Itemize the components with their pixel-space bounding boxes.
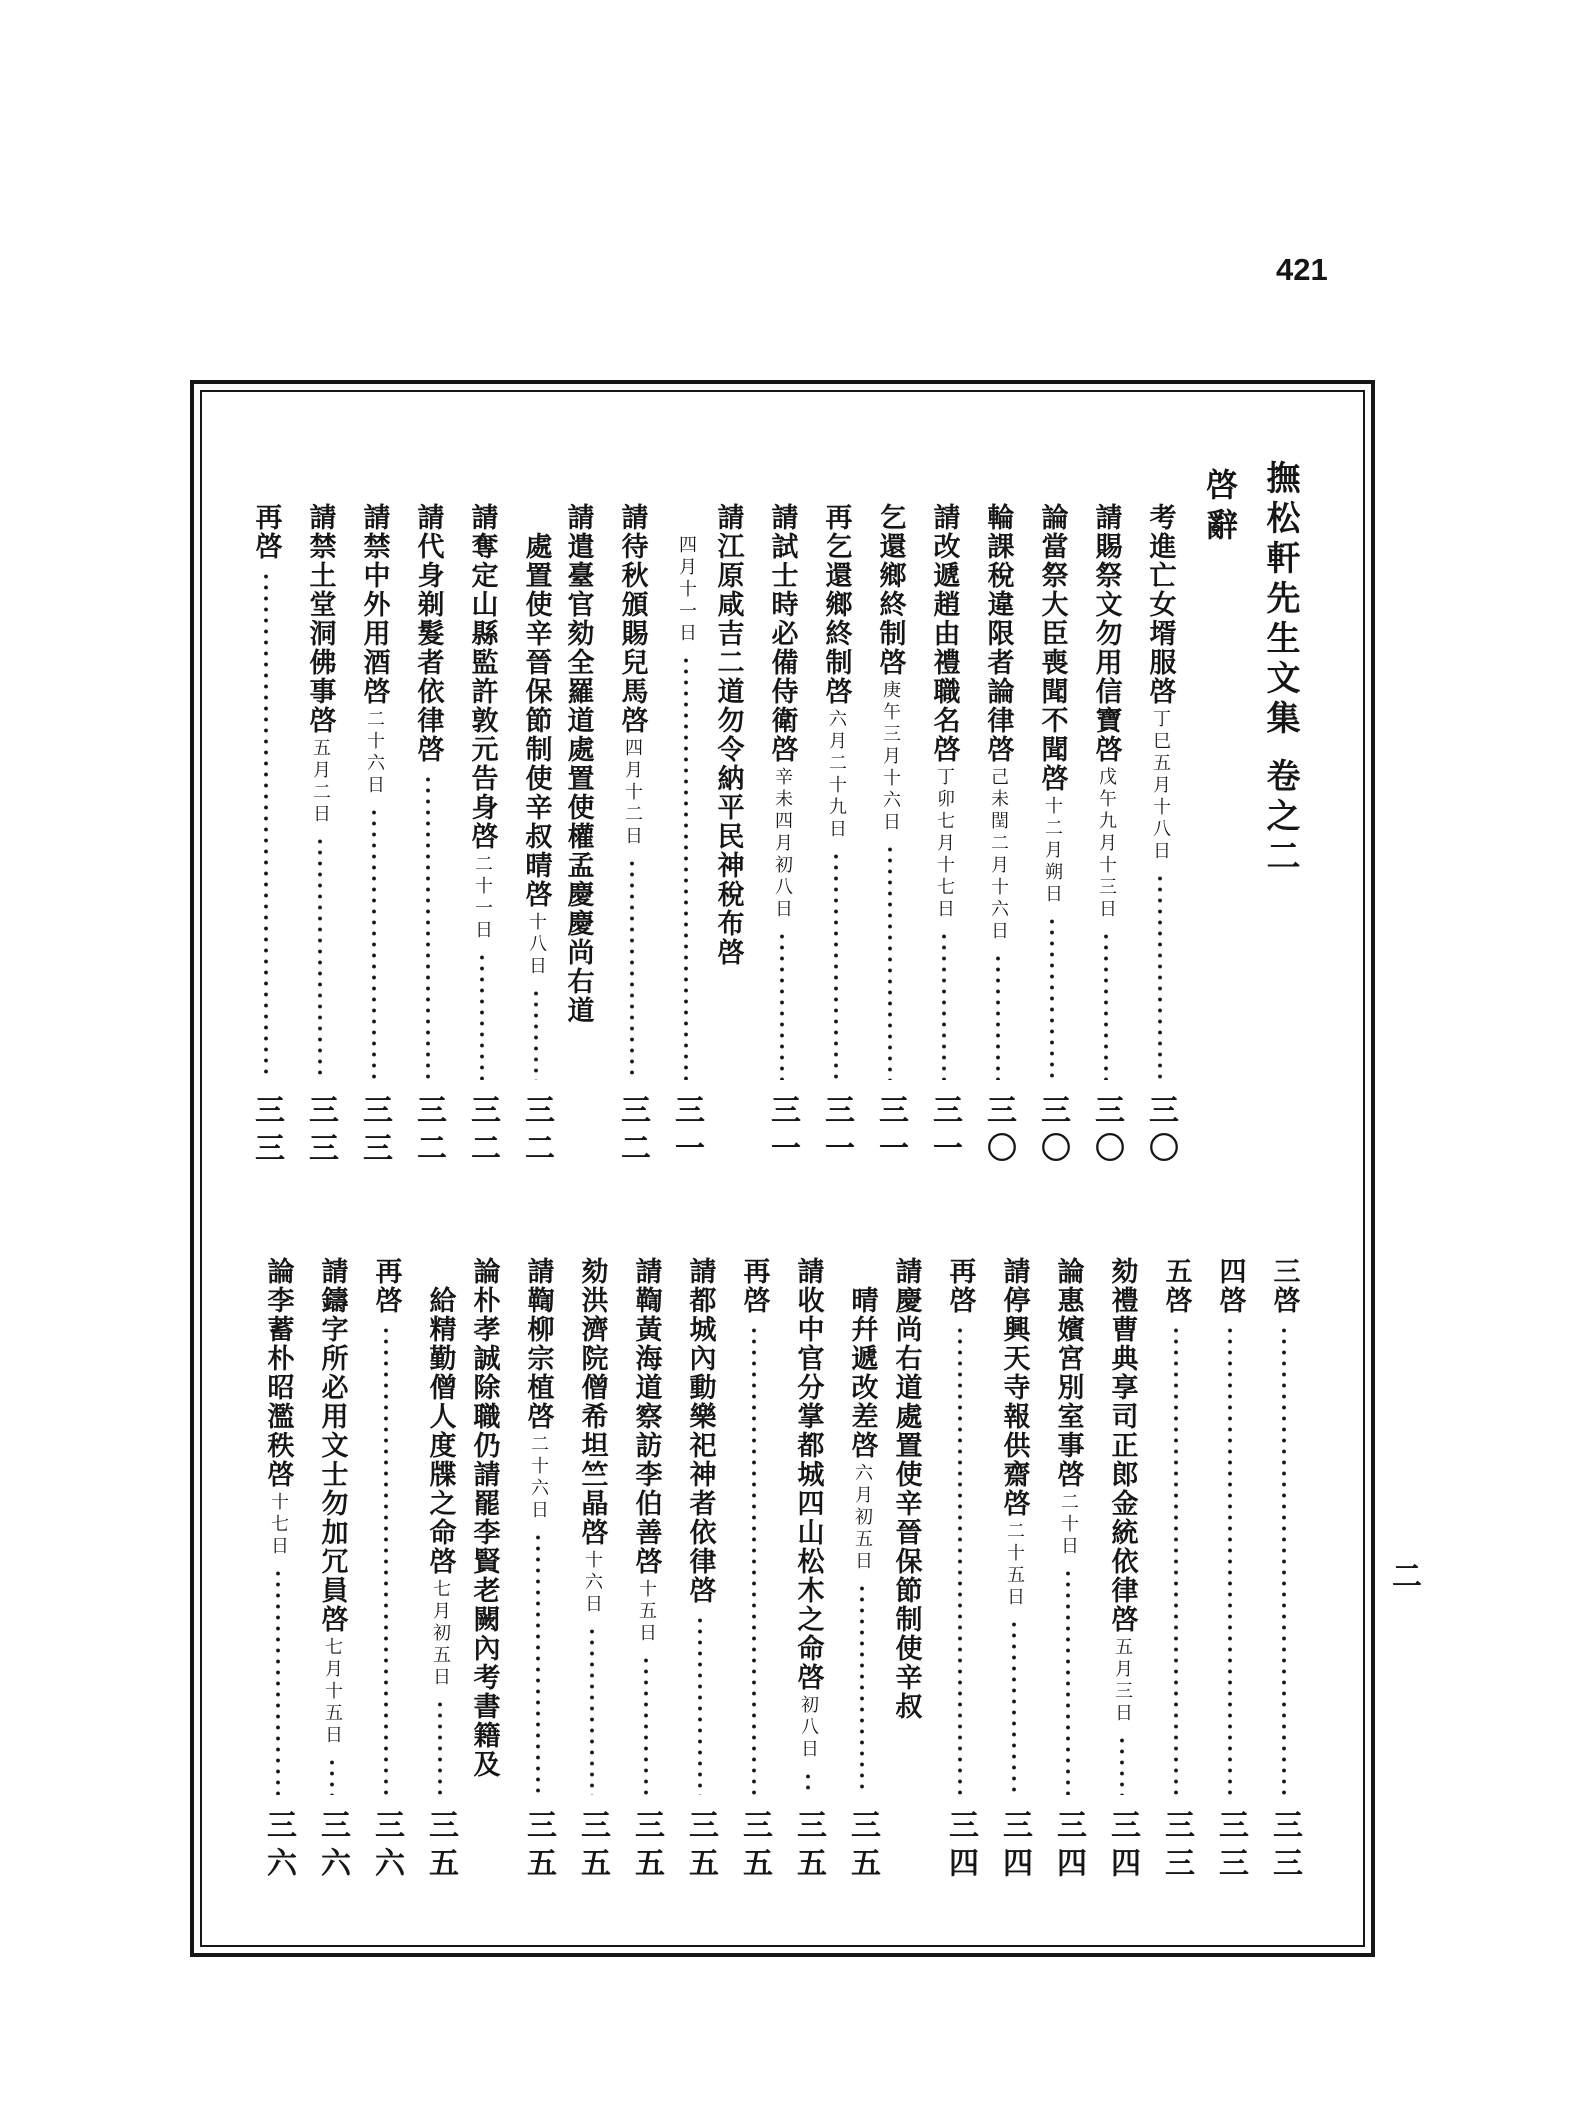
entry-title: 請待秋頒賜兒馬啓 bbox=[616, 503, 648, 735]
entry-date: 六月二十九日 bbox=[826, 709, 847, 841]
book-title: 撫松軒先生文集 卷之二 bbox=[1260, 460, 1300, 878]
entry-title: 請鞫柳宗植啓 bbox=[522, 1257, 554, 1431]
entry-page-number: 三三 bbox=[357, 1094, 392, 1170]
toc-entry bbox=[936, 1257, 984, 1885]
entry-date: 丁卯七月十七日 bbox=[934, 767, 955, 921]
dot-leader bbox=[957, 1323, 963, 1795]
entry-title: 劾洪濟院僧希坦竺晶啓 bbox=[576, 1257, 608, 1547]
entry-page-number: 三五 bbox=[423, 1809, 458, 1885]
dot-leader bbox=[859, 1581, 865, 1795]
dot-leader bbox=[1011, 1617, 1017, 1795]
dot-leader bbox=[697, 1613, 703, 1795]
entry-date: 初八日 bbox=[798, 1695, 819, 1761]
entry-page-number: 三四 bbox=[943, 1809, 978, 1885]
entry-title: 再啓 bbox=[944, 1257, 976, 1315]
entry-date: 二十日 bbox=[1058, 1492, 1079, 1558]
entry-title: 請鑄字所必用文士勿加冗員啓 bbox=[316, 1257, 348, 1634]
entry-title: 晴幷遞改差啓 bbox=[846, 1286, 878, 1460]
entry-date: 己未閏二月十六日 bbox=[988, 767, 1009, 943]
toc-entry bbox=[784, 1257, 832, 1885]
entry-page-number: 三一 bbox=[819, 1094, 854, 1170]
toc-entry bbox=[1206, 1257, 1254, 1885]
entry-page-number: 三四 bbox=[997, 1809, 1032, 1885]
toc-entry-continuation bbox=[838, 1257, 886, 1885]
dot-leader bbox=[1227, 1323, 1233, 1795]
entry-title: 請遣臺官劾全羅道處置使權孟慶慶尚右道 bbox=[562, 503, 594, 1025]
toc-entry bbox=[1152, 1257, 1200, 1885]
section-heading: 啓辭 bbox=[1201, 468, 1239, 548]
dot-leader bbox=[589, 1624, 595, 1795]
entry-title: 請鞫黃海道察訪李伯善啓 bbox=[630, 1257, 662, 1576]
toc-entry bbox=[1044, 1257, 1092, 1885]
entry-page-number: 三五 bbox=[791, 1809, 826, 1885]
volume-margin-label: 二 bbox=[1386, 1560, 1421, 1590]
entry-page-number: 三三 bbox=[1267, 1809, 1302, 1885]
entry-title: 請禁中外用酒啓 bbox=[358, 503, 390, 706]
entry-title: 論朴孝誠除職仍請罷李賢老闕內考書籍及 bbox=[468, 1257, 500, 1779]
entry-page-number: 三六 bbox=[315, 1809, 350, 1885]
entry-title: 請慶尚右道處置使辛晉保節制使辛叔 bbox=[890, 1257, 922, 1721]
toc-entry bbox=[676, 1257, 724, 1885]
entry-title: 請收中官分掌都城四山松木之命啓 bbox=[792, 1257, 824, 1692]
entry-page-number: 三五 bbox=[575, 1809, 610, 1885]
toc-entry bbox=[622, 1257, 670, 1885]
entry-title: 再啓 bbox=[370, 1257, 402, 1315]
entry-page-number: 三六 bbox=[369, 1809, 404, 1885]
entry-page-number: 三五 bbox=[629, 1809, 664, 1885]
entry-date: 六月初五日 bbox=[852, 1463, 873, 1573]
entry-page-number: 三三 bbox=[303, 1094, 338, 1170]
dot-leader bbox=[1281, 1323, 1287, 1795]
entry-date: 十六日 bbox=[582, 1550, 603, 1616]
entry-date: 二十六日 bbox=[528, 1434, 549, 1522]
entry-title: 乞還鄉終制啓 bbox=[874, 503, 906, 677]
dot-leader bbox=[1119, 1733, 1125, 1795]
entry-title: 劾禮曹典享司正郎金統依律啓 bbox=[1106, 1257, 1138, 1634]
entry-title: 再啓 bbox=[250, 503, 282, 561]
entry-date: 四月十一日 bbox=[676, 535, 697, 645]
toc-entry bbox=[308, 1257, 356, 1885]
entry-title: 請都城內動樂祀神者依律啓 bbox=[684, 1257, 716, 1605]
entry-page-number: 三三 bbox=[249, 1094, 284, 1170]
entry-date: 庚午三月十六日 bbox=[880, 680, 901, 834]
entry-date: 辛未四月初八日 bbox=[772, 767, 793, 921]
entry-title: 請試士時必備侍衛啓 bbox=[766, 503, 798, 764]
entry-page-number: 三五 bbox=[737, 1809, 772, 1885]
toc-entry bbox=[730, 1257, 778, 1885]
dot-leader bbox=[535, 1530, 541, 1795]
entry-title: 請改遞趙由禮職名啓 bbox=[928, 503, 960, 764]
entry-date: 四月十二日 bbox=[622, 738, 643, 848]
entry-title: 再啓 bbox=[738, 1257, 770, 1315]
entry-date: 戊午九月十三日 bbox=[1096, 767, 1117, 921]
entry-title: 請停興天寺報供齋啓 bbox=[998, 1257, 1030, 1518]
entry-date: 丁巳五月十八日 bbox=[1150, 709, 1171, 863]
entry-page-number: 三〇 bbox=[1143, 1094, 1178, 1170]
dot-leader bbox=[751, 1323, 757, 1795]
entry-page-number: 三六 bbox=[261, 1809, 296, 1885]
entry-page-number: 三四 bbox=[1051, 1809, 1086, 1885]
entry-page-number: 三一 bbox=[927, 1094, 962, 1170]
entry-page-number: 三〇 bbox=[981, 1094, 1016, 1170]
entry-title: 處置使辛晉保節制使辛叔晴啓 bbox=[520, 532, 552, 909]
entry-title: 請代身剃髮者依律啓 bbox=[412, 503, 444, 764]
toc-entry bbox=[362, 1257, 410, 1885]
entry-page-number: 三〇 bbox=[1089, 1094, 1124, 1170]
entry-title: 論當祭大臣喪聞不聞啓 bbox=[1036, 503, 1068, 793]
entry-date: 十二月朔日 bbox=[1042, 796, 1063, 906]
entry-date: 五月三日 bbox=[1112, 1637, 1133, 1725]
entry-date: 二十一日 bbox=[472, 854, 493, 942]
toc-entry bbox=[460, 1257, 508, 1885]
entry-title: 再乞還鄉終制啓 bbox=[820, 503, 852, 706]
entry-page-number: 三二 bbox=[519, 1094, 554, 1170]
entry-title: 請奪定山縣監許敦元告身啓 bbox=[466, 503, 498, 851]
entry-title: 四啓 bbox=[1214, 1257, 1246, 1315]
toc-entry bbox=[882, 1257, 930, 1885]
toc-entry bbox=[514, 1257, 562, 1885]
entry-title: 五啓 bbox=[1160, 1257, 1192, 1315]
entry-date: 五月二日 bbox=[310, 738, 331, 826]
dot-leader bbox=[1065, 1566, 1071, 1795]
entry-date: 十七日 bbox=[268, 1492, 289, 1558]
toc-entry bbox=[254, 1257, 302, 1885]
entry-date: 七月初五日 bbox=[430, 1579, 451, 1689]
entry-title: 請賜祭文勿用信寶啓 bbox=[1090, 503, 1122, 764]
dot-leader bbox=[1173, 1323, 1179, 1795]
dot-leader bbox=[805, 1769, 811, 1795]
dot-leader bbox=[437, 1697, 443, 1795]
entry-title: 論李蓄朴昭濫秩啓 bbox=[262, 1257, 294, 1489]
entry-title: 三啓 bbox=[1268, 1257, 1300, 1315]
entry-date: 二十六日 bbox=[364, 709, 385, 797]
entry-page-number: 三〇 bbox=[1035, 1094, 1070, 1170]
entry-page-number: 三三 bbox=[1159, 1809, 1194, 1885]
toc-entry bbox=[1260, 1257, 1308, 1885]
entry-title: 輪課稅違限者論律啓 bbox=[982, 503, 1014, 764]
page-number: 421 bbox=[1276, 252, 1328, 287]
toc-entry bbox=[990, 1257, 1038, 1885]
entry-date: 十五日 bbox=[636, 1579, 657, 1645]
entry-page-number: 三二 bbox=[615, 1094, 650, 1170]
entry-page-number: 三五 bbox=[845, 1809, 880, 1885]
entry-page-number: 三一 bbox=[873, 1094, 908, 1170]
toc-entry-continuation bbox=[416, 1257, 464, 1885]
entry-title: 考進亡女壻服啓 bbox=[1144, 503, 1176, 706]
entry-title: 論惠嬪宮別室事啓 bbox=[1052, 1257, 1084, 1489]
dot-leader bbox=[383, 1323, 389, 1795]
toc-entry bbox=[1098, 1257, 1146, 1885]
entry-page-number: 三五 bbox=[683, 1809, 718, 1885]
dot-leader bbox=[275, 1566, 281, 1795]
toc-entry bbox=[568, 1257, 616, 1885]
entry-title: 給精勤僧人度牒之命啓 bbox=[424, 1286, 456, 1576]
dot-leader bbox=[329, 1755, 335, 1795]
entry-date: 十八日 bbox=[526, 912, 547, 978]
entry-page-number: 三一 bbox=[765, 1094, 800, 1170]
entry-date: 七月十五日 bbox=[322, 1637, 343, 1747]
entry-page-number: 三三 bbox=[1213, 1809, 1248, 1885]
entry-page-number: 三一 bbox=[669, 1094, 704, 1170]
entry-page-number: 三二 bbox=[411, 1094, 446, 1170]
dot-leader bbox=[643, 1653, 649, 1795]
entry-date: 二十五日 bbox=[1004, 1521, 1025, 1609]
entry-page-number: 三五 bbox=[521, 1809, 556, 1885]
entry-title: 請江原咸吉二道勿令納平民神稅布啓 bbox=[712, 503, 744, 967]
entry-page-number: 三二 bbox=[465, 1094, 500, 1170]
entry-title: 請禁土堂洞佛事啓 bbox=[304, 503, 336, 735]
entry-page-number: 三四 bbox=[1105, 1809, 1140, 1885]
